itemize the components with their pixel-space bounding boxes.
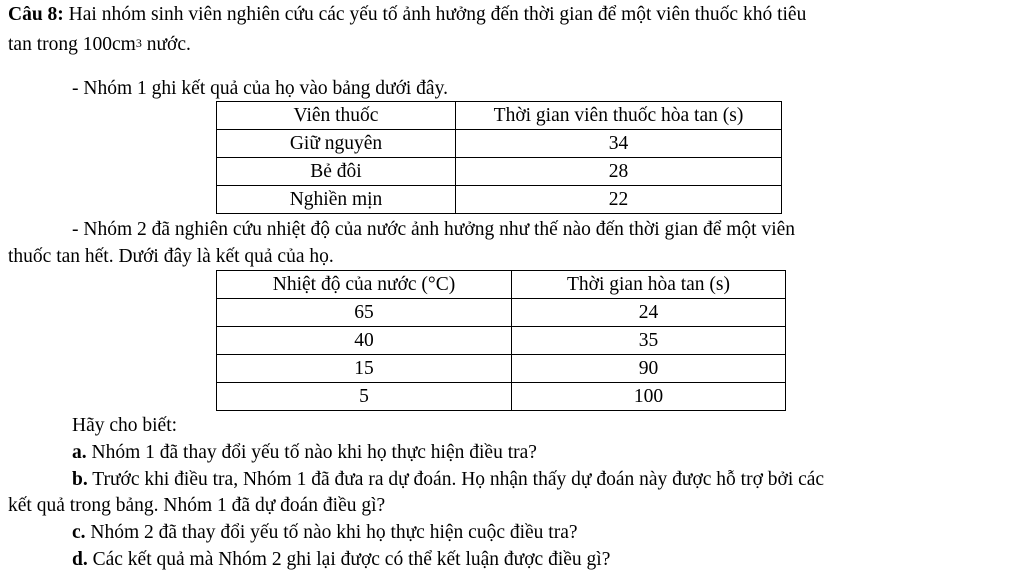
table-cell: 34 <box>456 130 782 158</box>
prompt-text: Hãy cho biết: <box>72 415 178 436</box>
question-superscript: 3 <box>135 36 142 50</box>
group1-intro: - Nhóm 1 ghi kết quả của họ vào bảng dưới đây. <box>72 78 448 99</box>
table-cell: 40 <box>217 327 512 355</box>
item-a <box>72 441 537 465</box>
item-c-label: c. <box>72 522 86 543</box>
item-d-text: Các kết quả mà Nhóm 2 ghi lại được có thể kết luận được điều gì? <box>87 549 611 570</box>
question-text-2-pre: tan trong 100cm <box>8 34 136 55</box>
item-d-label: d. <box>72 549 88 570</box>
group2-intro-line-1: - Nhóm 2 đã nghiên cứu nhiệt độ của nước ảnh hưởng như thế nào đến thời gian để một viên <box>72 219 796 240</box>
table-cell: 65 <box>217 299 512 327</box>
item-b <box>72 468 824 492</box>
table-row <box>217 355 786 383</box>
group2-intro-line-2: thuốc tan hết. Dưới đây là kết quả của họ. <box>8 246 334 267</box>
table-cell: 24 <box>512 299 786 327</box>
table-cell: 100 <box>512 383 786 411</box>
table-cell: 90 <box>512 355 786 383</box>
table-header-row <box>217 102 782 130</box>
table-cell: 35 <box>512 327 786 355</box>
table-cell: Giữ nguyên <box>217 130 456 158</box>
item-d <box>72 548 610 572</box>
table-cell: 15 <box>217 355 512 383</box>
question-text-2-post: nước. <box>141 34 191 55</box>
table-cell: Nghiền mịn <box>217 186 456 214</box>
table-header-cell: Thời gian hòa tan (s) <box>512 271 786 299</box>
table-header-cell: Nhiệt độ của nước (°C) <box>217 271 512 299</box>
table-cell: 5 <box>217 383 512 411</box>
item-b-label: b. <box>72 469 88 490</box>
question-label: Câu 8: <box>8 4 64 25</box>
item-c <box>72 521 578 545</box>
table-cell: 28 <box>456 158 782 186</box>
question-line-1 <box>8 3 806 27</box>
table-row <box>217 186 782 214</box>
table-row <box>217 327 786 355</box>
item-a-text: Nhóm 1 đã thay đổi yếu tố nào khi họ thực hiện điều tra? <box>86 442 537 463</box>
item-a-label: a. <box>72 442 87 463</box>
table-water-temperature <box>216 270 786 411</box>
table-header-cell: Thời gian viên thuốc hòa tan (s) <box>456 102 782 130</box>
table-row <box>217 158 782 186</box>
table-row <box>217 383 786 411</box>
item-b-line-2: kết quả trong bảng. Nhóm 1 đã dự đoán điều gì? <box>8 495 386 516</box>
item-c-text: Nhóm 2 đã thay đổi yếu tố nào khi họ thực hiện cuộc điều tra? <box>85 522 578 543</box>
item-b-text-1: Trước khi điều tra, Nhóm 1 đã đưa ra dự đoán. Họ nhận thấy dự đoán này được hỗ trợ bởi các <box>87 469 825 490</box>
table-row <box>217 299 786 327</box>
table-cell: Bẻ đôi <box>217 158 456 186</box>
table-row <box>217 130 782 158</box>
table-tablet-form <box>216 101 782 214</box>
question-text-1: Hai nhóm sinh viên nghiên cứu các yếu tố ảnh hưởng đến thời gian để một viên thuốc khó tiêu <box>63 4 807 25</box>
table-header-row <box>217 271 786 299</box>
question-line-2 <box>8 33 191 57</box>
table-header-cell: Viên thuốc <box>217 102 456 130</box>
table-cell: 22 <box>456 186 782 214</box>
